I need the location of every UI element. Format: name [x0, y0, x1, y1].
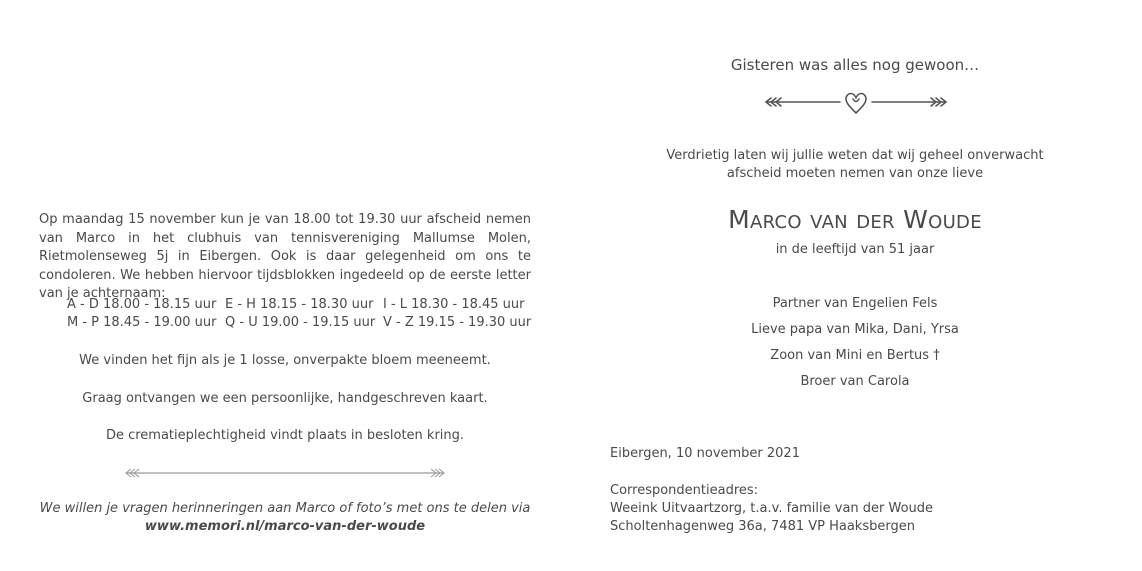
place-date: Eibergen, 10 november 2021	[610, 446, 800, 461]
relation-partner: Partner van Engelien Fels	[772, 296, 938, 311]
arrow-divider-icon	[120, 467, 450, 479]
flower-note: We vinden het fijn als je 1 losse, onverpakte bloem meeneemt.	[79, 353, 491, 368]
correspondence-address-line-1: Weeink Uitvaartzorg, t.a.v. familie van der Woude	[610, 501, 934, 516]
schedule-slot-e-h: E - H 18.15 - 18.30 uur	[225, 297, 374, 312]
intro-paragraph: Op maandag 15 november kun je van 18.00 tot 19.30 uur afscheid nemen van Marco in het clubhuis van tennisvereniging Mallumse Molen, Rietmolenseweg 5j in Eibergen. Ook is daar gelegenheid om ons te condoleren. We hebben hiervoor tijdsblokken ingedeeld op de eerste letter van je achternaam:	[39, 212, 531, 301]
announcement-line-1: Verdrietig laten wij jullie weten dat wij geheel onverwacht	[666, 148, 1044, 163]
age-line: in de leeftijd van 51 jaar	[775, 242, 935, 257]
memories-link[interactable]: www.memori.nl/marco-van-der-woude	[144, 519, 426, 534]
motto: Gisteren was alles nog gewoon…	[730, 56, 980, 74]
schedule-slot-m-p: M - P 18.45 - 19.00 uur	[67, 315, 217, 330]
schedule-slot-q-u: Q - U 19.00 - 19.15 uur	[225, 315, 376, 330]
schedule-slot-a-d: A - D 18.00 - 18.15 uur	[67, 297, 217, 312]
correspondence-label: Correspondentieadres:	[610, 483, 759, 498]
correspondence-address-line-2: Scholtenhagenweg 36a, 7481 VP Haaksbergen	[610, 519, 915, 534]
deceased-name: Marco van der Woude	[728, 205, 982, 234]
relation-sibling: Broer van Carola	[800, 374, 910, 389]
relation-children: Lieve papa van Mika, Dani, Yrsa	[751, 322, 959, 337]
heart-arrow-ornament-icon	[760, 90, 952, 116]
card-note: Graag ontvangen we een persoonlijke, handgeschreven kaart.	[82, 391, 488, 406]
schedule-slot-i-l: I - L 18.30 - 18.45 uur	[383, 297, 525, 312]
announcement-line-2: afscheid moeten nemen van onze lieve	[726, 166, 984, 181]
cremation-note: De crematieplechtigheid vindt plaats in besloten kring.	[105, 428, 465, 443]
schedule-slot-v-z: V - Z 19.15 - 19.30 uur	[383, 315, 532, 330]
relation-parents: Zoon van Mini en Bertus †	[770, 348, 940, 363]
memories-request: We willen je vragen herinneringen aan Marco of foto’s met ons te delen via	[39, 501, 531, 516]
